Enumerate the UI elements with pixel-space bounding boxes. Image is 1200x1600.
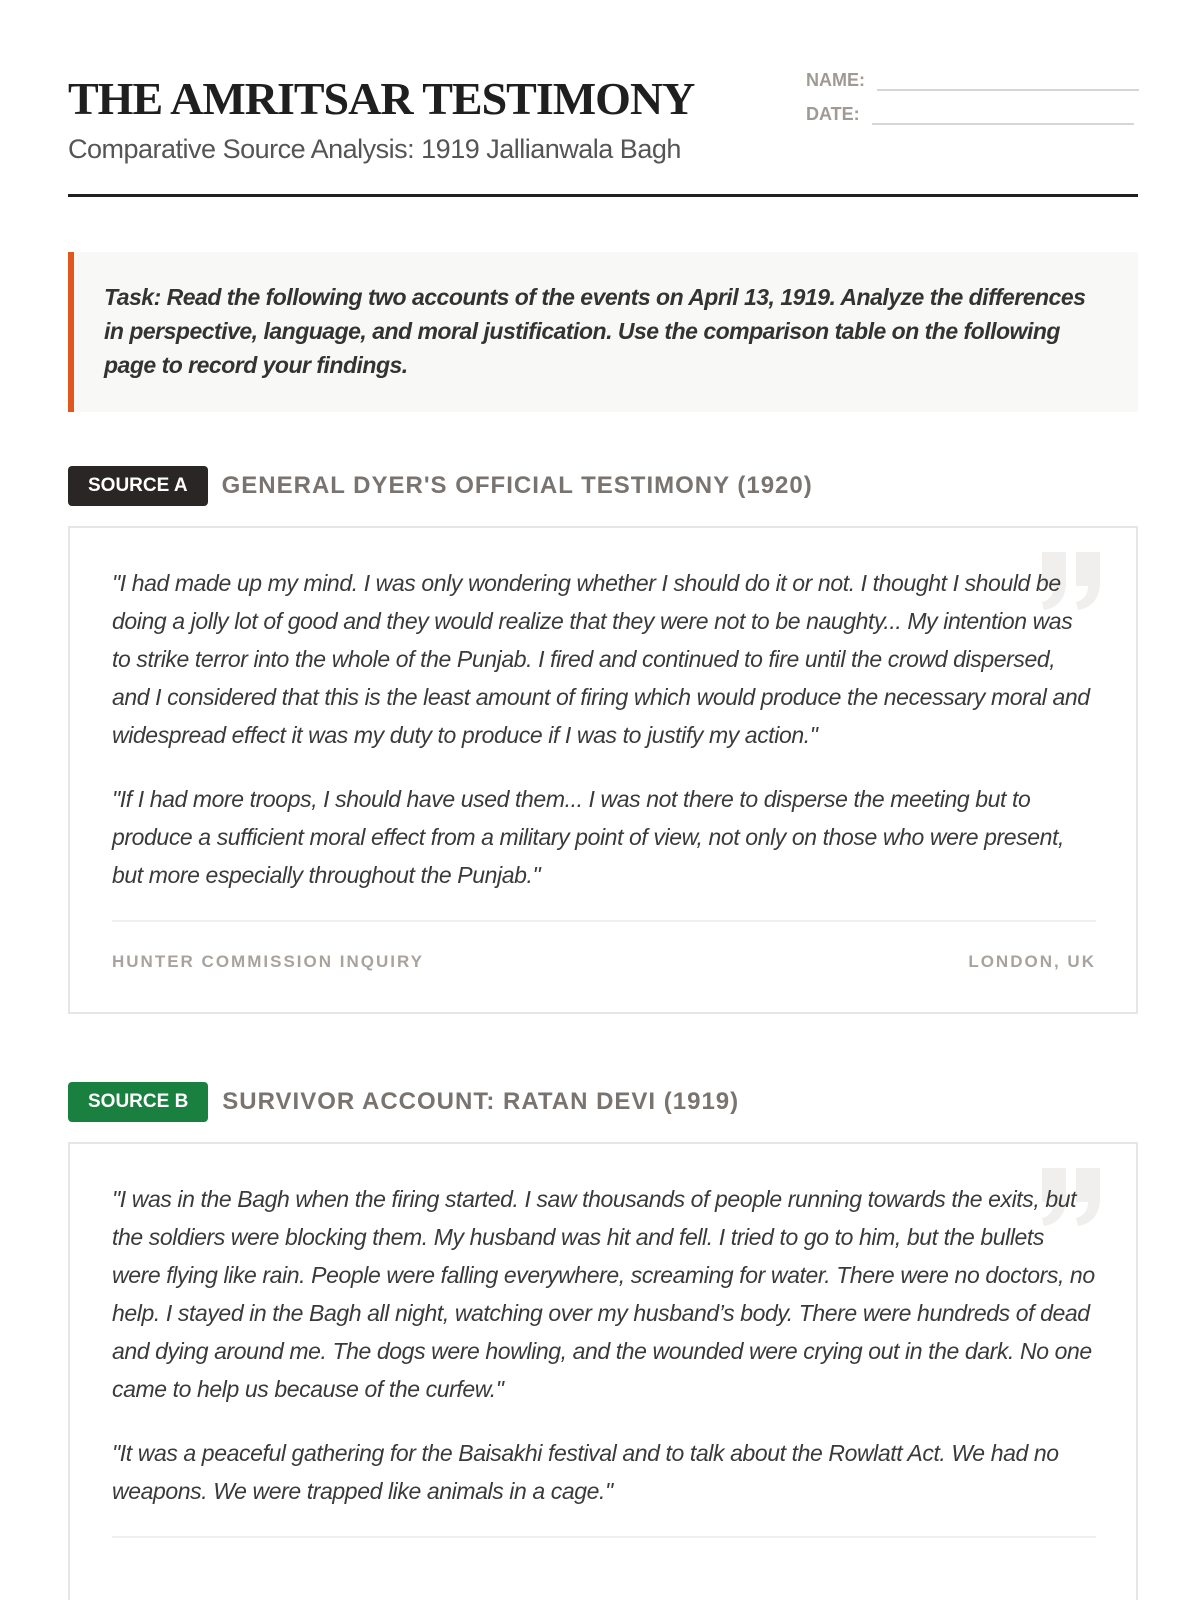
source-b-card xyxy=(68,1142,1138,1600)
source-b-title: SURVIVOR ACCOUNT: RATAN DEVI (1919) xyxy=(222,1088,740,1115)
source-a-location: LONDON, UK xyxy=(968,952,1096,971)
header-divider xyxy=(68,194,1138,197)
source-b-quote-2: "It was a peaceful gathering for the Baisakhi festival and to talk about the Rowlatt Act. We had no weapons. We were trapped like animals in a cage." xyxy=(112,1440,1059,1504)
source-a-quote-1: "I had made up my mind. I was only wondering whether I should do it or not. I thought I should be doing a jolly lot of good and they would realize that they were not to be naughty... My intention was to strike terror into the whole of the Punjab. I fired and continued to fire until the crowd dispersed, and I considered that this is the least amount of firing which would produce the necessary moral and widespread effect it was my duty to produce if I was to justify my action." xyxy=(112,570,1090,748)
source-a-header xyxy=(68,466,1138,506)
source-b-badge: SOURCE B xyxy=(68,1082,208,1122)
page-title: THE AMRITSAR TESTIMONY xyxy=(68,73,695,124)
date-label: DATE: xyxy=(806,104,860,124)
name-input-line[interactable] xyxy=(877,71,1139,91)
main-content xyxy=(68,252,1138,1600)
source-b-quote-1: "I was in the Bagh when the firing started. I saw thousands of people running towards the exits, but the soldiers were blocking them. My husband was hit and fell. I tried to go to him, but the bullets were flying like rain. People were falling everywhere, screaming for water. There were no doctors, no help. I stayed in the Bagh all night, watching over my husband’s body. There were hundreds of dead and dying around me. The dogs were howling, and the wounded were crying out in the dark. No one came to help us because of the curfew." xyxy=(112,1186,1095,1402)
source-b-header xyxy=(68,1082,1138,1122)
source-a-quote-2: "If I had more troops, I should have used them... I was not there to disperse the meeting but to produce a sufficient moral effect from a military point of view, not only on those who were present, but more especially throughout the Punjab." xyxy=(112,786,1065,888)
name-label: NAME: xyxy=(806,70,865,90)
source-a-origin: HUNTER COMMISSION INQUIRY xyxy=(112,952,424,971)
source-a-badge: SOURCE A xyxy=(68,466,208,506)
page-subtitle: Comparative Source Analysis: 1919 Jallianwala Bagh xyxy=(68,134,681,164)
source-b-footer xyxy=(112,1536,1096,1600)
task-instructions: Task: Read the following two accounts of the events on April 13, 1919. Analyze the differences in perspective, language, and moral justification. Use the comparison table on the following page to record your findings. xyxy=(68,252,1138,412)
date-input-line[interactable] xyxy=(872,105,1134,125)
source-a-footer xyxy=(112,920,1096,1012)
name-field[interactable] xyxy=(806,70,1139,91)
date-field[interactable] xyxy=(806,104,1134,125)
source-a-card xyxy=(68,526,1138,1014)
source-a-title: GENERAL DYER'S OFFICIAL TESTIMONY (1920) xyxy=(221,472,813,499)
